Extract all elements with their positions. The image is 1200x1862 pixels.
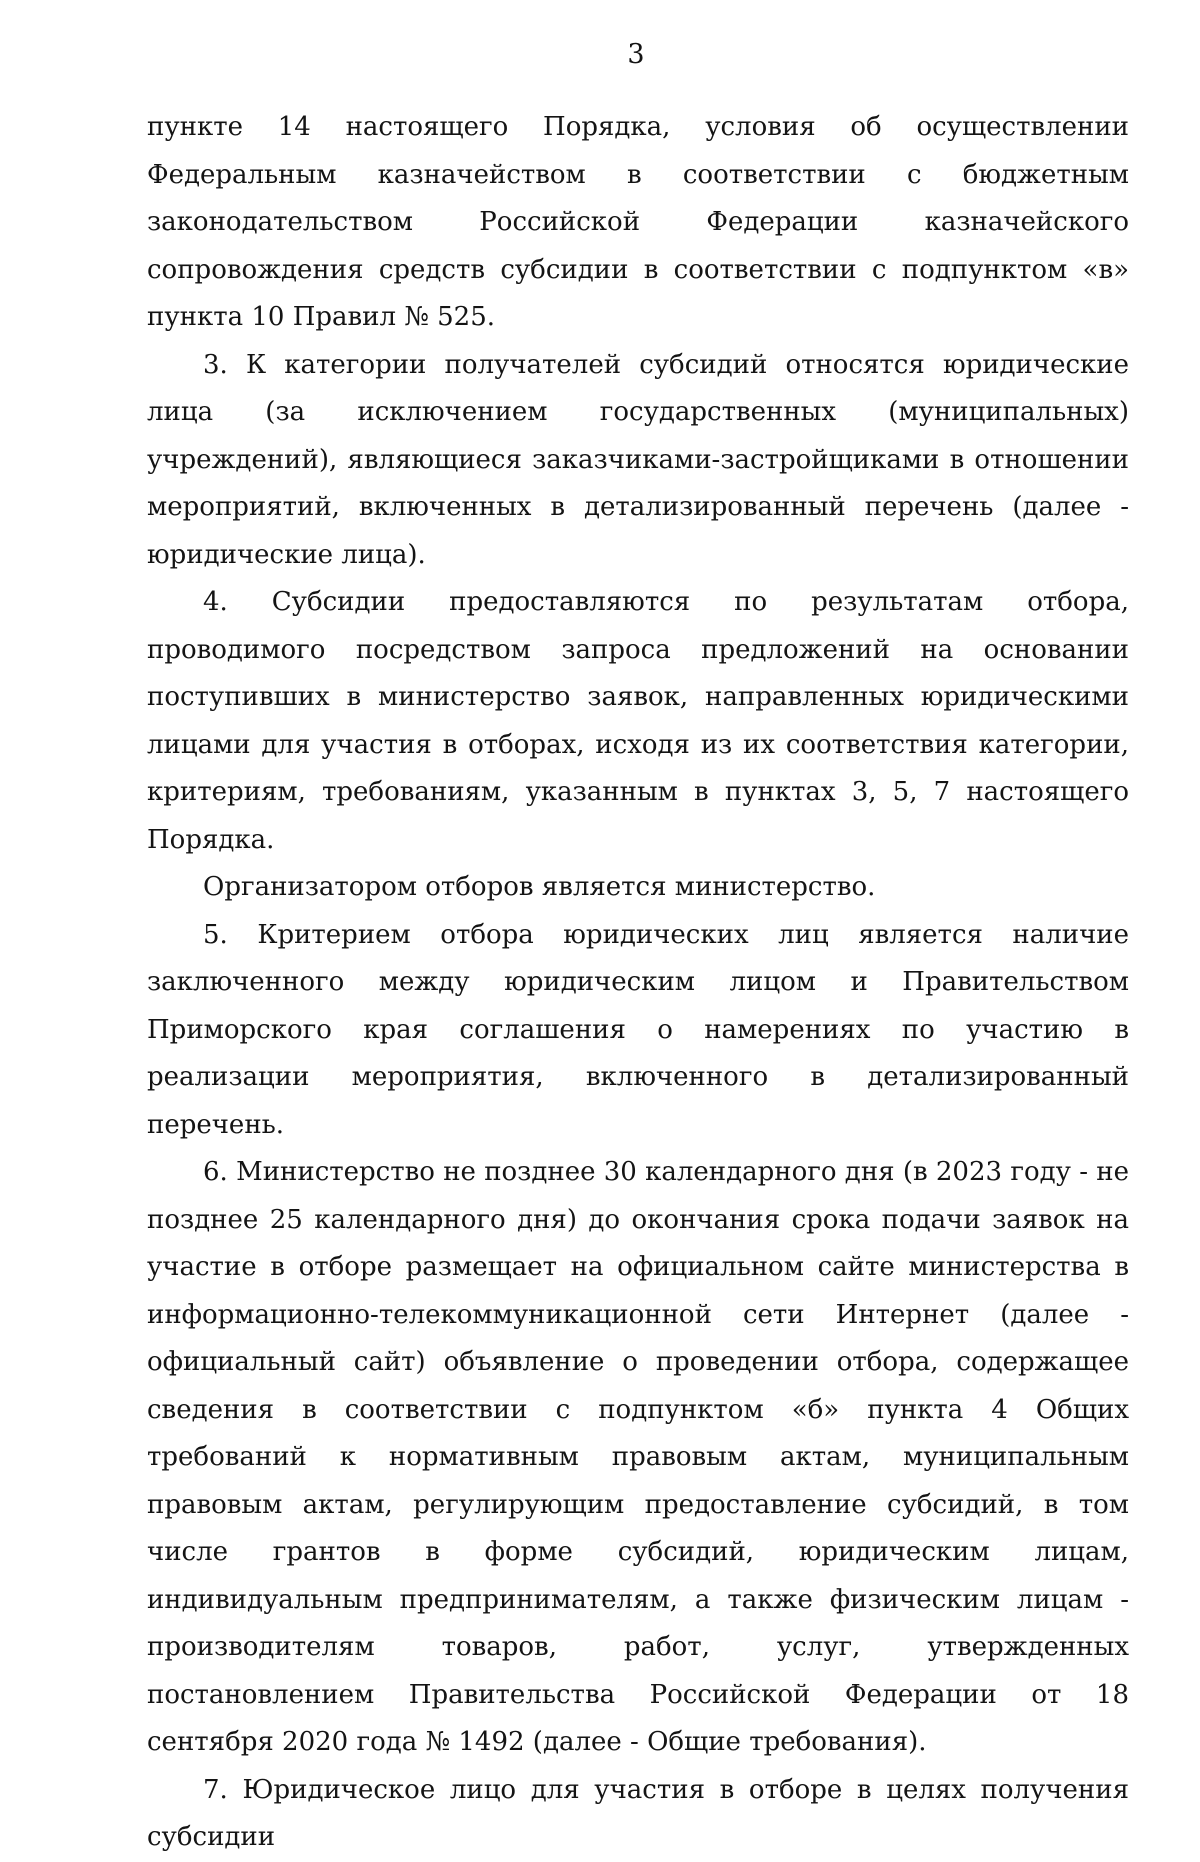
paragraph-item-5: 5. Критерием отбора юридических лиц является наличие заключенного между юридическим лицом и Правительством Приморского края соглашения о намерениях по участию в реализации мероприятия, включенного в детализированный перечень. bbox=[147, 919, 1129, 1140]
page-number: 3 bbox=[627, 39, 645, 70]
paragraph-item-3: 3. К категории получателей субсидий относятся юридические лица (за исключением государственных (муниципальных) учреждений), являющиеся заказчиками-застройщиками в отношении мероприятий, включенных в детализированный перечень (далее - юридические лица). bbox=[147, 349, 1129, 570]
paragraph-item-7: 7. Юридическое лицо для участия в отборе в целях получения субсидии bbox=[147, 1774, 1129, 1852]
document-body bbox=[147, 104, 1129, 1862]
paragraph-organizer: Организатором отборов является министерство. bbox=[203, 872, 876, 902]
paragraph-continuation: пункте 14 настоящего Порядка, условия об осуществлении Федеральным казначейством в соответствии с бюджетным законодательством Российской Федерации казначейского сопровождения средств субсидии в соответствии с подпунктом «в» пункта 10 Правил № 525. bbox=[147, 112, 1129, 332]
paragraph-item-4: 4. Субсидии предоставляются по результатам отбора, проводимого посредством запроса предложений на основании поступивших в министерство заявок, направленных юридическими лицами для участия в отборах, исходя из их соответствия категории, критериям, требованиям, указанным в пунктах 3, 5, 7 настоящего Порядка. bbox=[147, 587, 1129, 855]
paragraph-item-6: 6. Министерство не позднее 30 календарного дня (в 2023 году - не позднее 25 календарного дня) до окончания срока подачи заявок на участие в отборе размещает на официальном сайте министерства в информационно-телекоммуникационной сети Интернет (далее - официальный сайт) объявление о проведении отбора, содержащее сведения в соответствии с подпунктом «б» пункта 4 Общих требований к нормативным правовым актам, муниципальным правовым актам, регулирующим предоставление субсидий, в том числе грантов в форме субсидий, юридическим лицам, индивидуальным предпринимателям, а также физическим лицам - производителям товаров, работ, услуг, утвержденных постановлением Правительства Российской Федерации от 18 сентября 2020 года № 1492 (далее - Общие требования). bbox=[147, 1157, 1129, 1757]
